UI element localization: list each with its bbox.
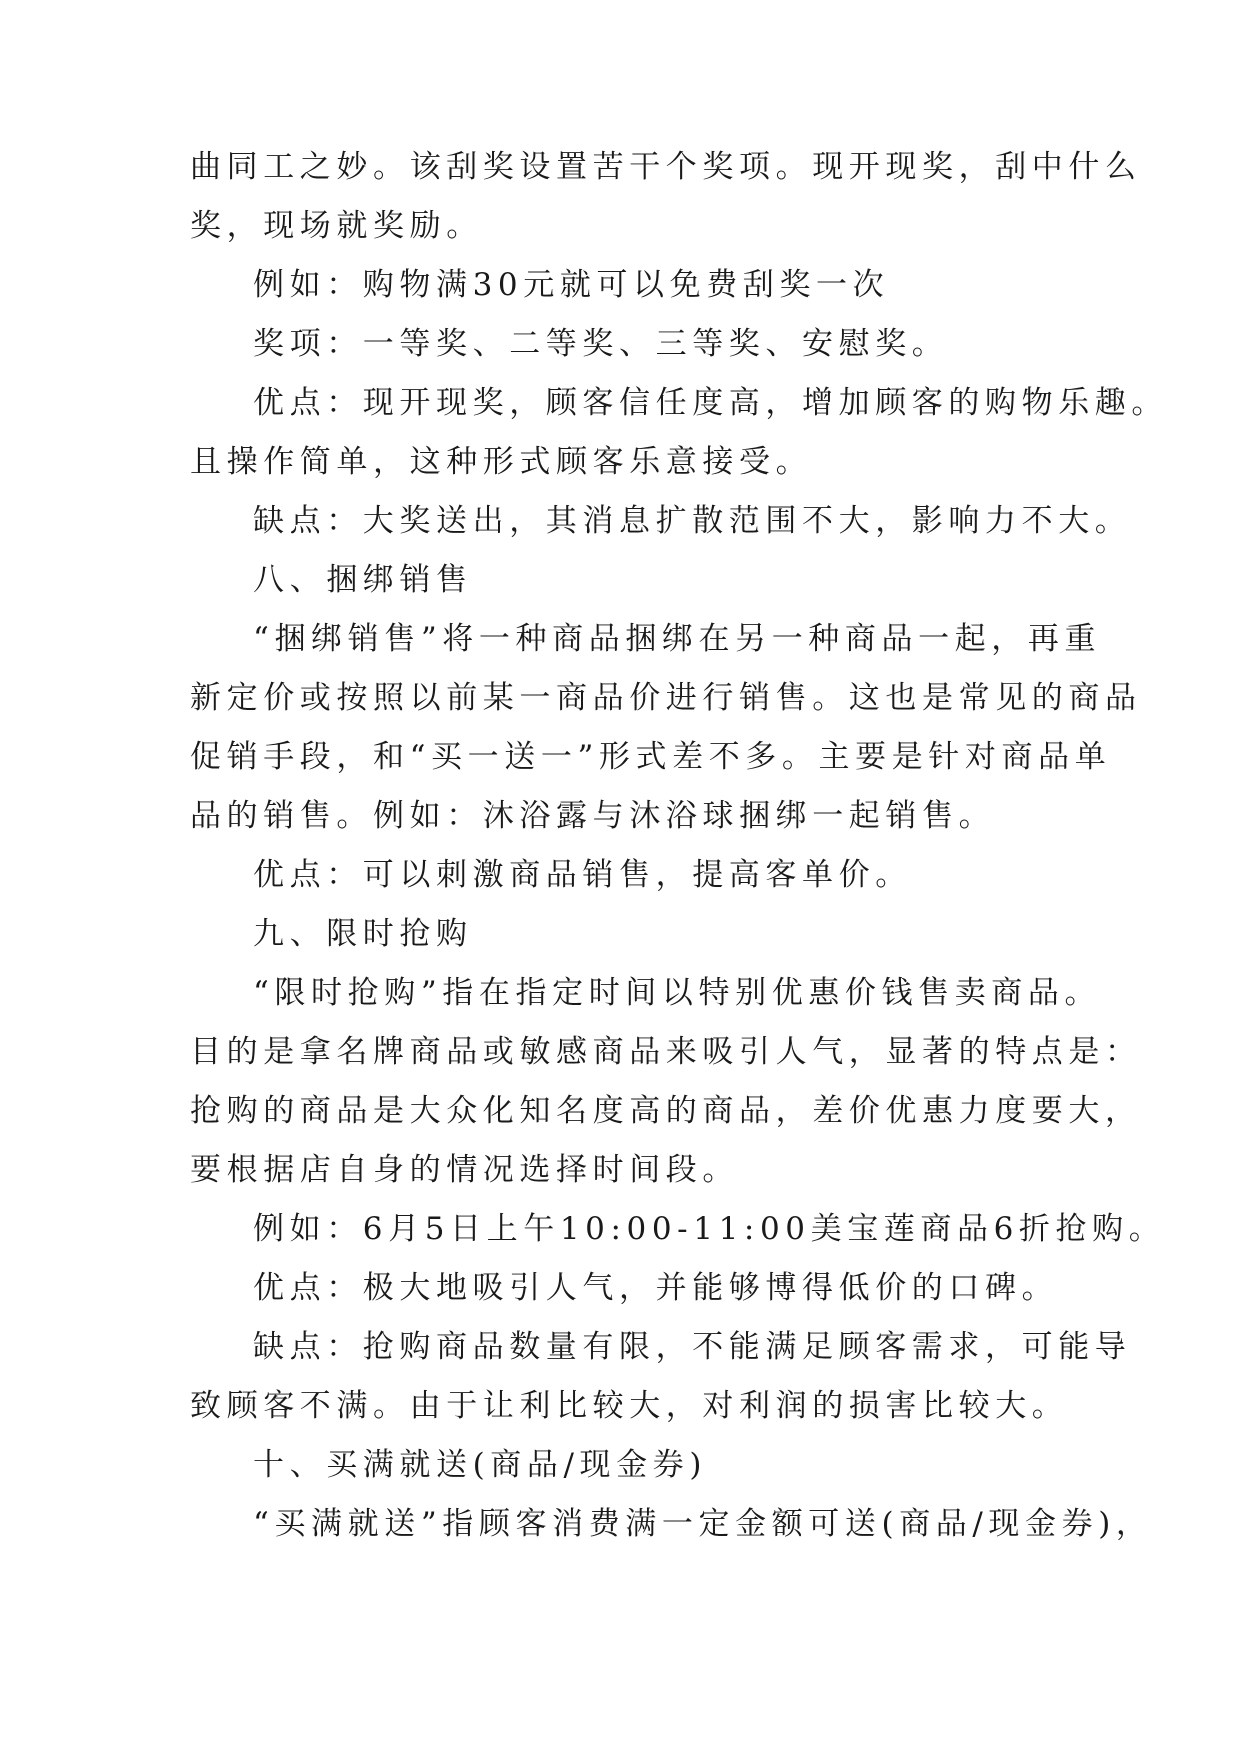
body-line: 优点：可以刺激商品销售，提高客单价。 [253,857,912,893]
body-line: “捆绑销售”将一种商品捆绑在另一种商品一起，再重 [253,621,1102,657]
body-line: 致顾客不满。由于让利比较大，对利润的损害比较大。 [190,1388,1069,1424]
body-line: 奖，现场就奖励。 [190,208,483,244]
body-line: 奖项：一等奖、二等奖、三等奖、安慰奖。 [253,326,949,362]
body-line: 促销手段，和“买一送一”形式差不多。主要是针对商品单 [190,739,1112,775]
body-line: 品的销售。例如：沐浴露与沐浴球捆绑一起销售。 [190,798,996,834]
body-line: 目的是拿名牌商品或敏感商品来吸引人气，显著的特点是： [190,1034,1142,1070]
body-line: 例如：6月5日上午10:00-11:00美宝莲商品6折抢购。 [253,1211,1166,1247]
section-heading: 十、买满就送(商品/现金券) [253,1447,708,1483]
body-line: 新定价或按照以前某一商品价进行销售。这也是常见的商品 [190,680,1142,716]
body-line: 优点：极大地吸引人气，并能够博得低价的口碑。 [253,1270,1059,1306]
section-heading: 九、限时抢购 [253,916,473,952]
body-line: 要根据店自身的情况选择时间段。 [190,1152,739,1188]
body-line: 优点：现开现奖，顾客信任度高，增加顾客的购物乐趣。 [253,385,1168,421]
body-line: “限时抢购”指在指定时间以特别优惠价钱售卖商品。 [253,975,1102,1011]
body-line: 缺点：大奖送出，其消息扩散范围不大，影响力不大。 [253,503,1132,539]
body-line: 抢购的商品是大众化知名度高的商品，差价优惠力度要大， [190,1093,1142,1129]
section-heading: 八、捆绑销售 [253,562,473,598]
body-line: 缺点：抢购商品数量有限，不能满足顾客需求，可能导 [253,1329,1132,1365]
body-line: 曲同工之妙。该刮奖设置苦干个奖项。现开现奖，刮中什么 [190,149,1142,185]
body-line: 且操作简单，这种形式顾客乐意接受。 [190,444,813,480]
body-line: “买满就送”指顾客消费满一定金额可送(商品/现金券)， [253,1506,1153,1542]
body-line: 例如：购物满30元就可以免费刮奖一次 [253,267,890,303]
